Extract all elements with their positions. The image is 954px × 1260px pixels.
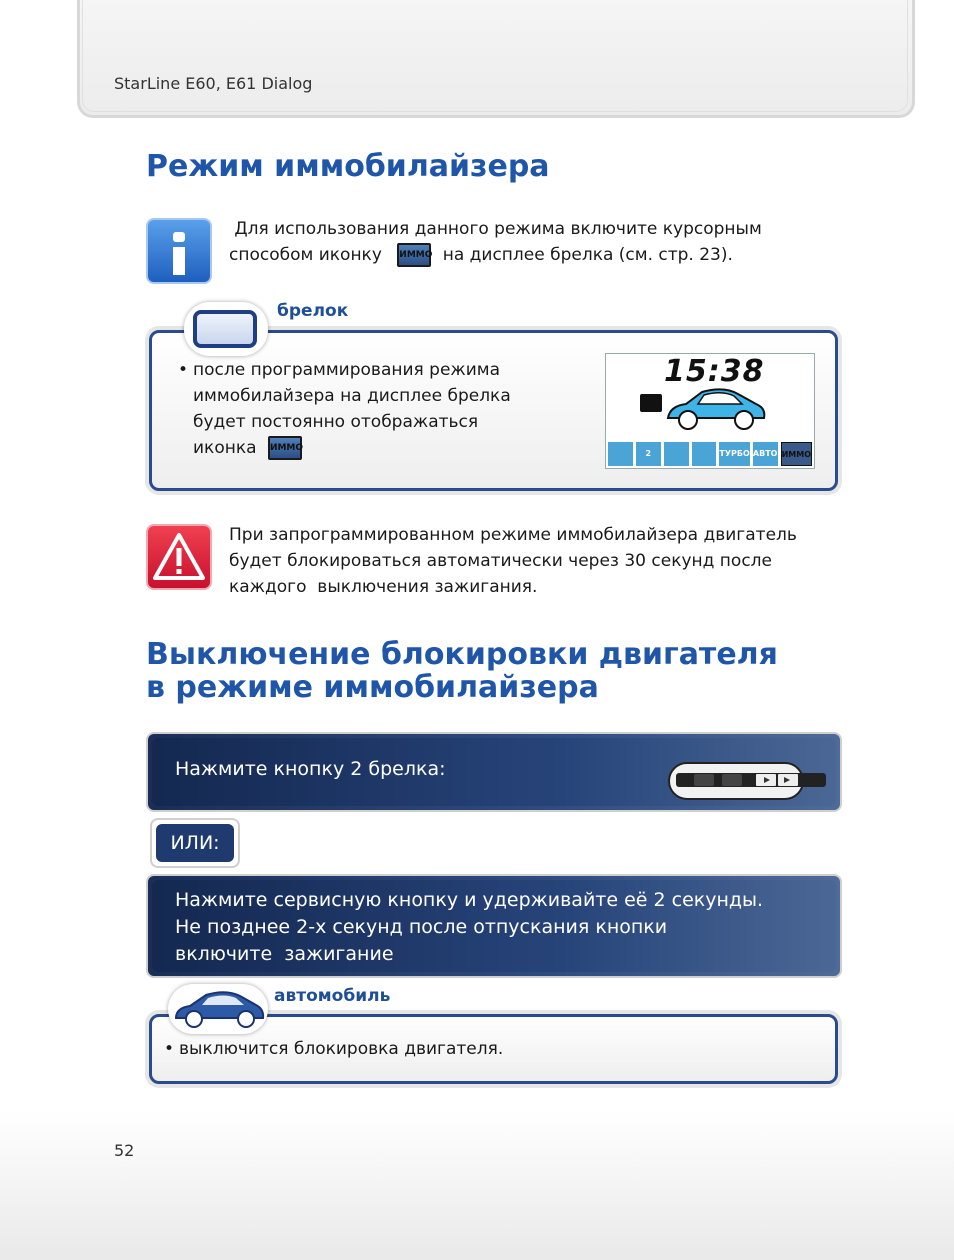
- warning-line-3: каждого выключения зажигания.: [229, 577, 538, 597]
- lcd-icon-strip: [608, 442, 812, 466]
- or-label: ИЛИ:: [156, 824, 234, 862]
- car-card-icon: [172, 988, 266, 1030]
- section-title-immobilizer: Режим иммобилайзера: [146, 149, 550, 184]
- warning-icon: [146, 524, 212, 590]
- header-inner: [82, 0, 908, 112]
- lcd-icon-auto: АВТО: [753, 442, 778, 466]
- warning-line-2: будет блокироваться автоматически через 30 секунд после: [229, 551, 772, 571]
- fob-bullet-line-1: • после программирования режима: [193, 360, 501, 380]
- fob-bullet: [193, 357, 553, 461]
- lcd-icon-wrench: [692, 442, 717, 466]
- lcd-time: 15:38: [664, 354, 765, 389]
- immo-icon: ИММО: [397, 243, 431, 267]
- car-card-label: автомобиль: [274, 986, 391, 1006]
- lcd-icon-x: [664, 442, 689, 466]
- car-bullet: • выключится блокировка двигателя.: [179, 1036, 503, 1062]
- fob-bullet-line-2: иммобилайзера на дисплее брелка: [193, 386, 511, 406]
- warning-line-1: При запрограммированном режиме иммобилайзера двигатель: [229, 525, 797, 545]
- step2-text: [175, 887, 763, 968]
- info-line-2-b: на дисплее брелка (см. стр. 23).: [442, 245, 733, 265]
- info-icon: [146, 218, 212, 284]
- car-icon: [664, 384, 768, 432]
- section2-title-line-2: в режиме иммобилайзера: [146, 670, 599, 705]
- lcd-icon-turbo: ТУРБО: [719, 442, 749, 466]
- warning-text: [229, 522, 849, 600]
- or-label-box: [150, 818, 240, 868]
- lcd-icon-immo: ИММО: [781, 442, 812, 466]
- section-title-disable-block: [146, 638, 778, 704]
- fob-bullet-line-4: [193, 435, 553, 461]
- step2-line-2: Не позднее 2-х секунд после отпускания кнопки: [175, 916, 668, 938]
- step2-bar: [146, 874, 842, 978]
- step2-line-3: включите зажигание: [175, 943, 394, 965]
- page-number: 52: [114, 1141, 135, 1160]
- fob-button-icon: [668, 760, 826, 800]
- lcd-icon-pistol: [608, 442, 633, 466]
- info-line-2-a: способом иконку: [229, 245, 382, 265]
- fob-lcd-display: [605, 353, 815, 469]
- immo-icon-small: ИММО: [268, 436, 302, 460]
- lcd-icon-2: 2: [636, 442, 661, 466]
- fob-bullet-line-3: будет постоянно отображаться: [193, 412, 479, 432]
- unlock-icon: [640, 394, 662, 412]
- remote-fob-icon: [193, 310, 257, 348]
- info-line-2: [229, 242, 849, 268]
- step1-text: Нажмите кнопку 2 брелка:: [175, 758, 446, 780]
- section2-title-line-1: Выключение блокировки двигателя: [146, 637, 778, 672]
- step2-line-1: Нажмите сервисную кнопку и удерживайте её 2 секунды.: [175, 889, 764, 911]
- header-title: StarLine E60, E61 Dialog: [114, 74, 313, 93]
- footer-gradient: [0, 1110, 954, 1260]
- info-line-1: Для использования данного режима включите курсорным: [229, 219, 762, 239]
- fob-card-label: брелок: [277, 301, 349, 321]
- info-text: [229, 216, 849, 268]
- fob-bullet-line-4-text: иконка: [193, 438, 257, 458]
